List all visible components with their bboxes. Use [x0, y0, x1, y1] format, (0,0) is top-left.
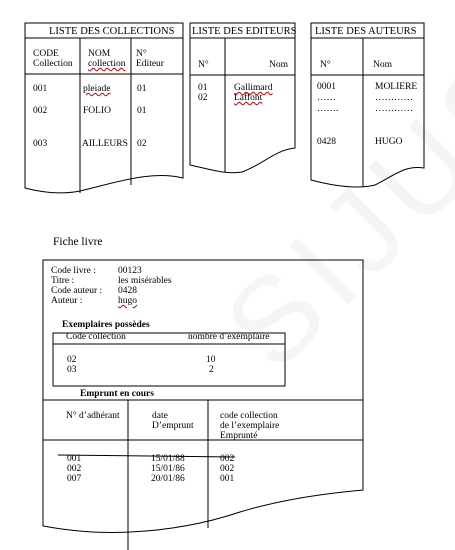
- fiche-field-value: 00123: [118, 266, 142, 276]
- fiche-field-value: 0428: [118, 286, 137, 296]
- emprunt-header-date: D’emprunt: [152, 421, 194, 431]
- collections-cell: 01: [137, 106, 147, 116]
- emprunt-cell: 001: [67, 454, 82, 464]
- collections-cell: 01: [137, 84, 147, 94]
- collections-cell: 003: [33, 139, 48, 149]
- editeurs-num: 01: [198, 83, 208, 93]
- emprunt-cell: 001: [220, 474, 235, 484]
- auteurs-cell: 0428: [317, 137, 336, 147]
- collections-header-nom: collection: [88, 59, 126, 69]
- auteurs-cell: …………: [375, 104, 413, 114]
- emprunt-cell: 15/01/86: [151, 464, 185, 474]
- collections-header-nom: NOM: [88, 49, 111, 59]
- auteurs-cell: ……: [317, 93, 336, 103]
- fiche-title: Fiche livre: [53, 236, 103, 248]
- editeurs-header-num: N°: [198, 60, 209, 70]
- emprunt-cell: 15/01/88: [151, 454, 185, 464]
- collections-cell: FOLIO: [83, 106, 111, 116]
- fiche-field-label: Code auteur :: [51, 286, 103, 296]
- emprunt-header-adherant: N° d’adhérant: [66, 411, 120, 421]
- auteurs-cell: 0001: [317, 82, 336, 92]
- emprunt-cell: 002: [220, 454, 235, 464]
- emprunt-header-code: code collection: [220, 411, 278, 421]
- exemplaires-title: Exemplaires possèdes: [62, 320, 150, 330]
- emprunt-header-code: Emprunté: [220, 431, 258, 441]
- editeurs-name: Gallimard: [234, 83, 273, 93]
- exemplaires-header-nombre: nombre d’exemplaire: [188, 332, 270, 342]
- auteurs-cell: MOLIERE: [375, 82, 418, 92]
- collections-header-code: Collection: [33, 59, 73, 69]
- exemplaires-cell: 10: [206, 355, 216, 365]
- collections-header-editeur: N°: [136, 49, 147, 59]
- collections-cell: pleiade: [83, 84, 111, 94]
- exemplaires-cell: 2: [209, 365, 214, 375]
- auteurs-cell: …….: [317, 104, 339, 114]
- emprunt-cell: 20/01/86: [151, 474, 185, 484]
- emprunt-header-code: de l’exemplaire: [220, 421, 280, 431]
- auteurs-header-num: N°: [320, 60, 331, 70]
- emprunt-cell: 002: [220, 464, 235, 474]
- collections-cell: 002: [33, 106, 48, 116]
- collections-cell: AILLEURS: [82, 139, 128, 149]
- auteurs-header-nom: Nom: [373, 60, 392, 70]
- collections-cell: 02: [137, 139, 147, 149]
- collections-header-code: CODE: [33, 49, 59, 59]
- fiche-field-value: les misérables: [118, 276, 172, 286]
- fiche-field-value: hugo: [118, 296, 137, 306]
- exemplaires-cell: 02: [67, 355, 77, 365]
- fiche-field-label: Titre :: [51, 276, 75, 286]
- collections-cell: 001: [33, 84, 48, 94]
- emprunt-cell: 002: [67, 464, 82, 474]
- collections-header-editeur: Editeur: [136, 59, 164, 69]
- auteurs-cell: …………: [375, 93, 413, 103]
- emprunt-header-date: date: [152, 411, 168, 421]
- editeurs-header-nom: Nom: [269, 60, 288, 70]
- emprunt-title: Emprunt en cours: [80, 389, 154, 399]
- editeurs-num: 02: [198, 93, 208, 103]
- exemplaires-header-code: Code collection: [66, 332, 126, 342]
- exemplaires-cell: 03: [67, 365, 77, 375]
- fiche-field-label: Code livre :: [51, 266, 96, 276]
- auteurs-title: LISTE DES AUTEURS: [315, 26, 417, 37]
- fiche-field-label: Auteur :: [51, 296, 83, 306]
- editeurs-name: Laffont: [234, 93, 263, 103]
- emprunt-cell: 007: [67, 474, 82, 484]
- collections-title: LISTE DES COLLECTIONS: [49, 26, 175, 37]
- auteurs-cell: HUGO: [375, 137, 403, 147]
- editeurs-title: LISTE DES EDITEURS: [192, 26, 297, 37]
